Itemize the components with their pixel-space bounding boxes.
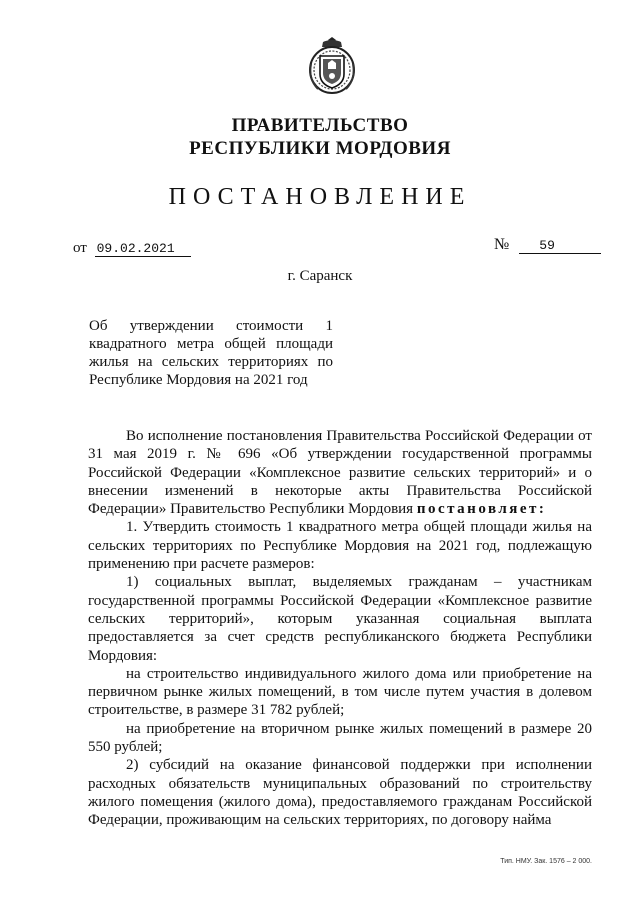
government-name-line1: ПРАВИТЕЛЬСТВО bbox=[231, 115, 409, 136]
document-date: 09.02.2021 bbox=[95, 242, 191, 257]
paragraph-preamble bbox=[88, 427, 592, 518]
document-subject: Об утверждении стоимости 1 квадратного метра общей площади жилья на сельских территориях по Республике Мордовия на 2021 год bbox=[89, 318, 333, 388]
city: г. Саранск bbox=[287, 268, 353, 284]
document-body bbox=[88, 427, 592, 830]
paragraph-primary-market: на строительство индивидуального жилого дома или приобретение на первичном рынке жилых помещений, в том числе путем участия в долевом строительстве, в размере 31 782 рублей; bbox=[88, 665, 592, 719]
date-prefix: от bbox=[73, 240, 87, 256]
preamble-text: Во исполнение постановления Правительства Российской Федерации от 31 мая 2019 г. № 696 «Об утверждении государственной программы Российской Федерации «Комплексное развитие сельских территорий» и о внесении изменений в некоторые акты Правительства Российской Федерации» Правительство Республики Мордовия bbox=[88, 428, 592, 518]
print-footer: Тип. НМУ. Зак. 1576 – 2 000. bbox=[500, 858, 592, 865]
document-type-title: ПОСТАНОВЛЕНИЕ bbox=[168, 184, 472, 210]
resolution-keyword: постановляет: bbox=[416, 501, 547, 518]
government-name-line2: РЕСПУБЛИКИ МОРДОВИЯ bbox=[189, 138, 451, 159]
date-row bbox=[73, 240, 191, 257]
paragraph-subitem-2: 2) субсидий на оказание финансовой поддержки при исполнении расходных обязательств муниципальных образований по строительству жилого помещения (жилого дома), предоставляемого гражданам Российской Федерации, проживающим на сельских территориях, по договору найма bbox=[88, 757, 592, 829]
paragraph-secondary-market: на приобретение на вторичном рынке жилых помещений в размере 20 550 рублей; bbox=[88, 720, 592, 756]
coat-of-arms-icon bbox=[306, 34, 358, 96]
document-number: 59 bbox=[519, 239, 601, 254]
paragraph-subitem-1: 1) социальных выплат, выделяемых гражданам – участникам государственной программы Российской Федерации «Комплексное развитие сельских территорий», которым указанная социальная выплата предоставляется за счет средств республиканского бюджета Республики Мордовия: bbox=[88, 574, 592, 664]
number-prefix: № bbox=[494, 236, 510, 253]
number-row bbox=[494, 236, 601, 254]
paragraph-item-1: 1. Утвердить стоимость 1 квадратного метра общей площади жилья на сельских территориях по Республике Мордовия на 2021 год, подлежащую применению при расчете размеров: bbox=[88, 519, 592, 573]
